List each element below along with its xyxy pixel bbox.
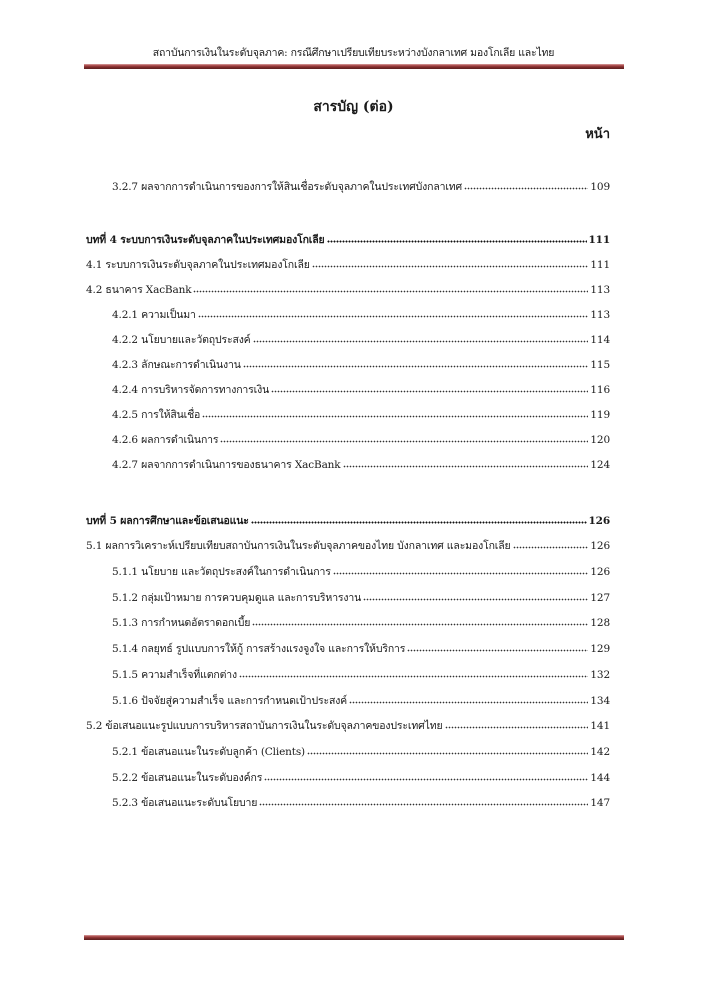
header-rule [84, 64, 624, 69]
toc-entry: 5.1.6 ปัจจัยสู่ความสำเร็จ และการกำหนดเป้าประสงค์ 134 [112, 695, 610, 707]
dot-leader [251, 516, 587, 524]
toc-page-number: 126 [588, 515, 610, 527]
toc-page-number: 124 [590, 459, 610, 471]
dot-leader [259, 798, 588, 806]
toc-entry: 5.1.2 กลุ่มเป้าหมาย การควบคุมดูแล และการบริหารงาน 127 [112, 592, 610, 604]
toc-page-number: 141 [590, 720, 610, 732]
toc-page-number: 128 [590, 617, 610, 629]
dot-leader [307, 747, 588, 755]
dot-leader [349, 696, 588, 704]
toc-entry: 4.2.1 ความเป็นมา 113 [112, 309, 610, 321]
dot-leader [363, 593, 588, 601]
dot-leader [333, 567, 589, 575]
toc-entry: 5.1.5 ความสำเร็จที่แตกต่าง 132 [112, 669, 610, 681]
toc-page-number: 144 [590, 772, 610, 784]
toc-page-number: 114 [590, 334, 610, 346]
toc-chapter-entry: บทที่ 5 ผลการศึกษาและข้อเสนอแนะ 126 [86, 515, 610, 527]
dot-leader [343, 460, 589, 468]
dot-leader [327, 235, 587, 243]
toc-entry: 4.2.6 ผลการดำเนินการ 120 [112, 434, 610, 446]
dot-leader [202, 410, 588, 418]
dot-leader [407, 644, 588, 652]
running-header: สถาบันการเงินในระดับจุลภาค: กรณีศึกษาเปรียบเทียบระหว่างบังกลาเทศ มองโกเลีย และไทย [152, 47, 555, 59]
toc-entry: 5.1 ผลการวิเคราะห์เปรียบเทียบสถาบันการเงินในระดับจุลภาคของไทย บังกลาเทศ และมองโกเลีย 126 [86, 540, 610, 552]
toc-page-number: 126 [590, 540, 610, 552]
dot-leader [464, 182, 588, 190]
toc-entry: 3.2.7 ผลจากการดำเนินการของการให้สินเชื่อระดับจุลภาคในประเทศบังกลาเทศ 109 [112, 181, 610, 193]
dot-leader [252, 618, 588, 626]
toc-page-number: 142 [590, 746, 610, 758]
dot-leader [264, 773, 588, 781]
toc-entry: 4.2.7 ผลจากการดำเนินการของธนาคาร XacBank 124 [112, 459, 610, 471]
dot-leader [513, 541, 589, 549]
toc-chapter-entry: บทที่ 4 ระบบการเงินระดับจุลภาคในประเทศมองโกเลีย 111 [86, 234, 610, 246]
toc-page-number: 126 [590, 566, 610, 578]
toc-entry: 5.1.1 นโยบาย และวัตถุประสงค์ในการดำเนินการ 126 [112, 566, 610, 578]
toc-entry: 4.2.2 นโยบายและวัตถุประสงค์ 114 [112, 334, 610, 346]
dot-leader [243, 360, 589, 368]
toc-page-number: 115 [590, 359, 610, 371]
toc-entry: 5.1.3 การกำหนดอัตราดอกเบี้ย 128 [112, 617, 610, 629]
page-column-label: หน้า [585, 127, 610, 142]
toc-entry: 5.2.3 ข้อเสนอแนะระดับนโยบาย 147 [112, 797, 610, 809]
dot-leader [220, 435, 588, 443]
toc-entry: 5.2.2 ข้อเสนอแนะในระดับองค์กร 144 [112, 772, 610, 784]
dot-leader [198, 310, 589, 318]
footer-rule [84, 935, 624, 940]
toc-page-number: 120 [590, 434, 610, 446]
toc-title: สารบัญ (ต่อ) [313, 99, 394, 115]
toc-entry: 4.1 ระบบการเงินระดับจุลภาคในประเทศมองโกเลีย 111 [86, 259, 610, 271]
toc-page-number: 127 [590, 592, 610, 604]
toc-page-number: 147 [590, 797, 610, 809]
toc-page-number: 119 [590, 409, 610, 421]
toc-page-number: 113 [590, 309, 610, 321]
toc-entry: 4.2.4 การบริหารจัดการทางการเงิน 116 [112, 384, 610, 396]
toc-entry: 5.1.4 กลยุทธ์ รูปแบบการให้กู้ การสร้างแรงจูงใจ และการให้บริการ 129 [112, 643, 610, 655]
toc-entry: 4.2.3 ลักษณะการดำเนินงาน 115 [112, 359, 610, 371]
toc-page-number: 111 [588, 234, 610, 246]
toc-entry: 4.2 ธนาคาร XacBank 113 [86, 284, 610, 296]
toc-page-number: 113 [590, 284, 610, 296]
dot-leader [193, 285, 588, 293]
dot-leader [445, 721, 589, 729]
dot-leader [271, 385, 588, 393]
toc-page-number: 132 [590, 669, 610, 681]
toc-page-number: 116 [590, 384, 610, 396]
dot-leader [253, 335, 589, 343]
toc-entry: 5.2 ข้อเสนอแนะรูปแบบการบริหารสถาบันการเงินในระดับจุลภาคของประเทศไทย 141 [86, 720, 610, 732]
toc-page-number: 129 [590, 643, 610, 655]
dot-leader [312, 260, 589, 268]
toc-page-number: 109 [590, 181, 610, 193]
toc-page-number: 111 [590, 259, 610, 271]
dot-leader [239, 670, 588, 678]
toc-entry: 5.2.1 ข้อเสนอแนะในระดับลูกค้า (Clients) 142 [112, 746, 610, 758]
toc-entry: 4.2.5 การให้สินเชื่อ 119 [112, 409, 610, 421]
toc-page-number: 134 [590, 695, 610, 707]
